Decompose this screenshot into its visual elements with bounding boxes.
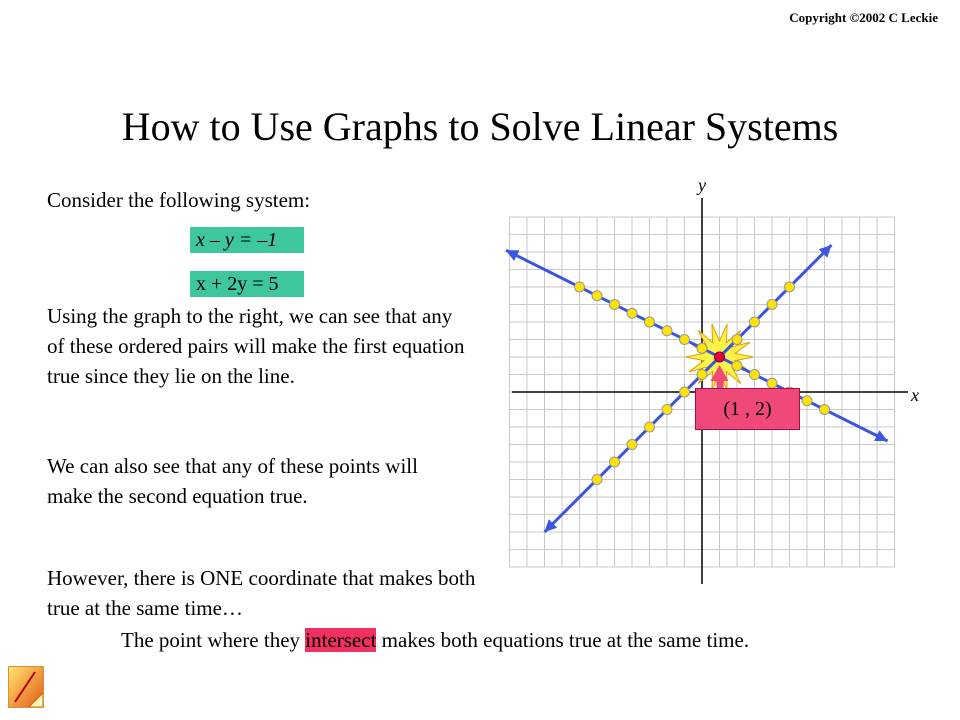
line1-point — [610, 457, 620, 467]
coordinate-graph — [480, 160, 950, 600]
line1-point — [627, 440, 637, 450]
paragraph-second-equation: We can also see that any of these points will make the second equation true. — [47, 454, 418, 508]
line2-point — [662, 326, 672, 336]
line1-point — [662, 405, 672, 415]
line2-point — [732, 361, 742, 371]
line2-point — [645, 317, 655, 327]
line2-point — [750, 370, 760, 380]
solution-point — [715, 352, 725, 362]
x-axis-label: x — [911, 385, 919, 405]
line1-point — [697, 370, 707, 380]
paragraph-one-coordinate: However, there is ONE coordinate that makes both true at the same time… — [47, 566, 476, 620]
line1-point — [680, 387, 690, 397]
line1-point — [592, 475, 602, 485]
equation-2 — [190, 271, 304, 297]
line1-point — [785, 282, 795, 292]
equation-2-text: x + 2y = 5 — [196, 273, 279, 295]
note-icon — [7, 664, 49, 710]
line1-point — [750, 317, 760, 327]
line2-point — [767, 378, 777, 388]
line2-point — [627, 308, 637, 318]
equation-1-text: x – y = –1 — [196, 229, 278, 251]
line1-point — [645, 422, 655, 432]
paragraph-first-equation: Using the graph to the right, we can see that any of these ordered pairs will make the first equation true since they lie on the line. — [47, 304, 465, 388]
line2-point — [697, 343, 707, 353]
intersect-highlight: intersect — [305, 628, 377, 652]
slide-title: How to Use Graphs to Solve Linear Systems — [121, 104, 839, 149]
line2-point — [575, 282, 585, 292]
intro-text: Consider the following system: — [47, 188, 311, 212]
equation-1 — [190, 227, 304, 253]
conclusion-text — [121, 625, 749, 655]
conclusion-before: The point where they — [121, 628, 306, 652]
line1-point — [732, 335, 742, 345]
line2-point — [680, 335, 690, 345]
line2-point — [610, 300, 620, 310]
line2-point — [820, 405, 830, 415]
line2-point — [592, 291, 602, 301]
line1-point — [767, 300, 777, 310]
solution-label: (1 , 2) — [695, 388, 800, 430]
y-axis-label: y — [698, 175, 706, 195]
copyright-notice: Copyright ©2002 C Leckie — [789, 10, 938, 25]
conclusion-after: makes both equations true at the same time. — [376, 628, 750, 652]
line2-point — [802, 396, 812, 406]
